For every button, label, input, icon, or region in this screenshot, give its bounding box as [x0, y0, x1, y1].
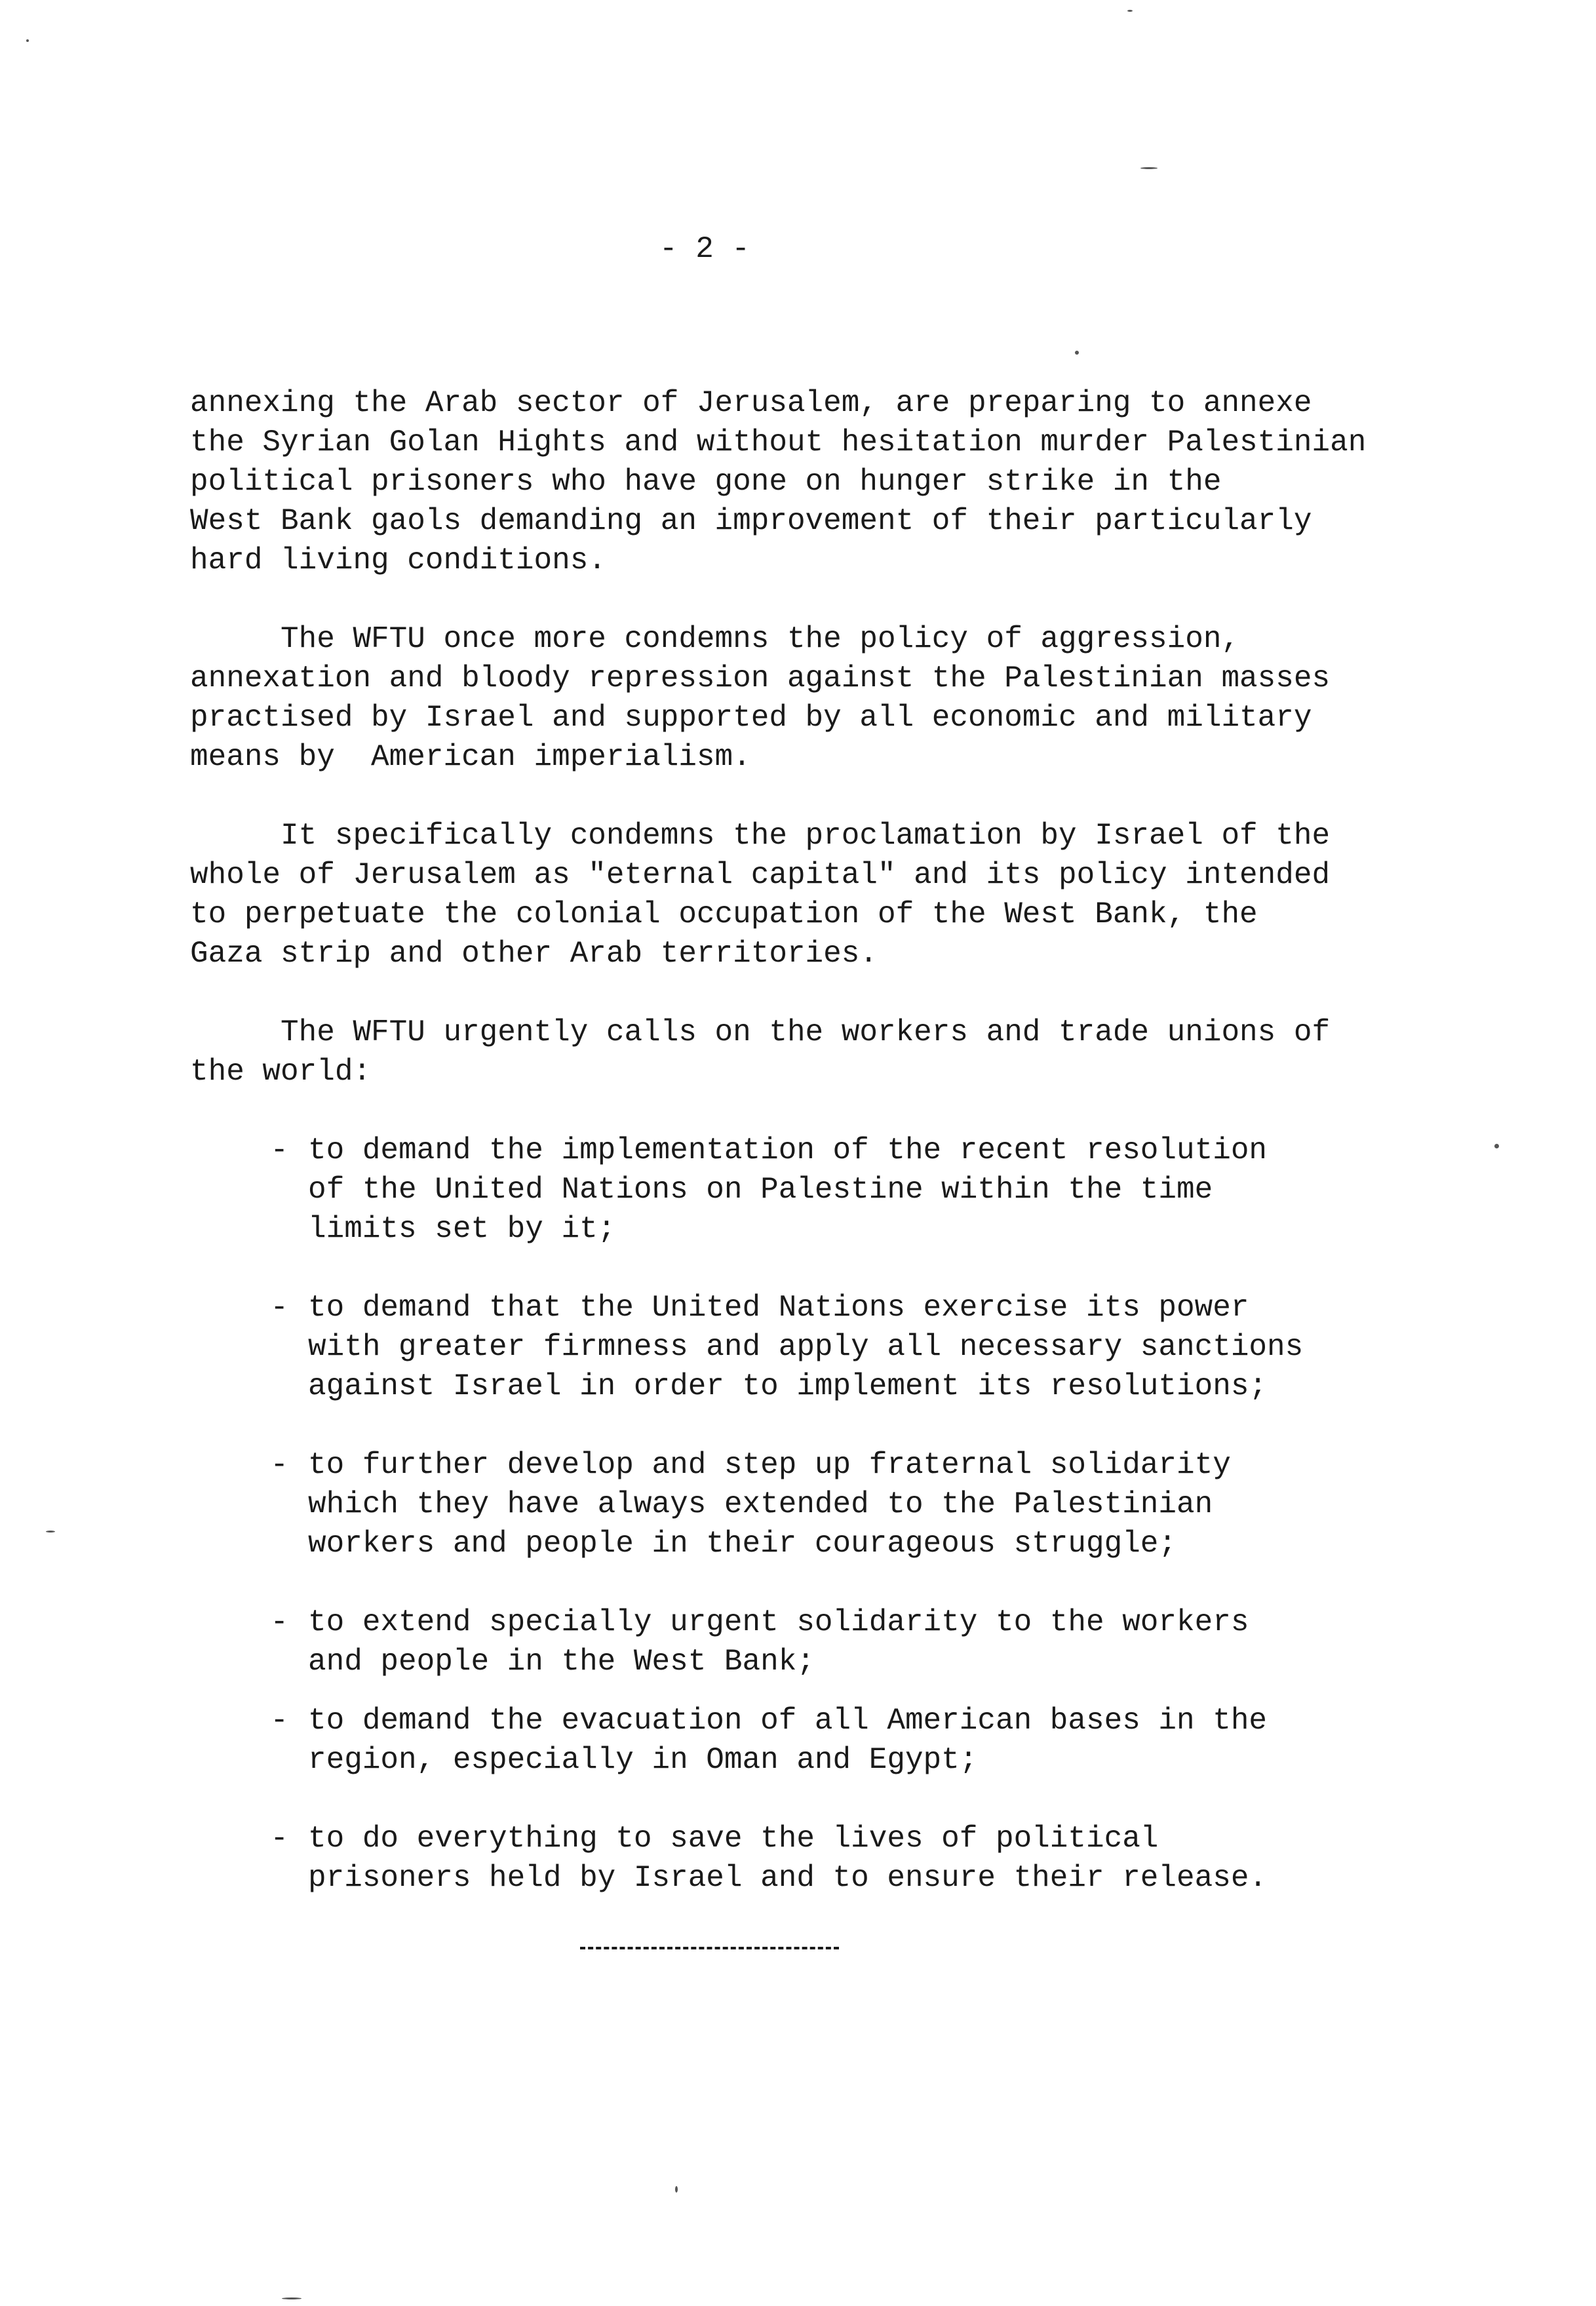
list-item-text: to demand the implementation of the recent resolution of the United Nations on Palestine within the time limits set by it;: [308, 1133, 1268, 1246]
paragraph-1: annexing the Arab sector of Jerusalem, are preparing to annexe the Syrian Golan Hights and without hesitation murder Palestinian political prisoners who have gone on hunger strike in the West Bank gaols demanding an improvement of their particularly hard living conditions.: [190, 386, 1367, 577]
scan-speck: [675, 2186, 678, 2193]
list-item: [190, 1131, 1488, 1249]
scan-speck: [282, 2297, 302, 2299]
paragraph-2: The WFTU once more condemns the policy of aggression, annexation and bloody repression against the Palestinian masses practised by Israel and supported by all economic and military means by American imperialism.: [190, 622, 1331, 774]
list-dash: -: [270, 1448, 288, 1482]
list-item: [190, 1288, 1488, 1406]
list-item: [190, 1819, 1488, 1898]
list-dash: -: [270, 1704, 288, 1738]
scan-speck: [1127, 10, 1133, 12]
demands-list: [190, 1131, 1488, 1898]
paragraph-3: It specifically condemns the proclamation by Israel of the whole of Jerusalem as "eternal capital" and its policy intended to perpetuate the colonial occupation of the West Bank, the Gaza strip and other Arab territories.: [190, 819, 1331, 971]
document-body: [190, 383, 1488, 1937]
scan-speck: [1075, 351, 1079, 355]
list-dash: -: [270, 1291, 288, 1325]
list-item-text: to do everything to save the lives of political prisoners held by Israel and to ensure their release.: [308, 1822, 1268, 1895]
list-item-text: to demand that the United Nations exercise its power with greater firmness and apply all necessary sanctions against Israel in order to implement its resolutions;: [308, 1291, 1304, 1403]
list-item: [190, 1603, 1488, 1681]
list-item: [190, 1701, 1488, 1780]
end-rule: [580, 1947, 839, 1949]
page-number: - 2 -: [659, 232, 750, 266]
list-dash: -: [270, 1133, 288, 1167]
list-item-text: to extend specially urgent solidarity to the workers and people in the West Bank;: [308, 1605, 1249, 1679]
scan-speck: [1140, 167, 1158, 169]
paragraph-4: The WFTU urgently calls on the workers and trade unions of the world:: [190, 1015, 1331, 1089]
scan-speck: [46, 1531, 55, 1533]
list-dash: -: [270, 1822, 288, 1856]
list-item: [190, 1445, 1488, 1563]
list-item-text: to further develop and step up fraternal solidarity which they have always extended to the Palestinian workers and people in their courageous struggle;: [308, 1448, 1231, 1561]
scan-speck: [1494, 1144, 1499, 1148]
scan-speck: [26, 39, 29, 42]
list-dash: -: [270, 1605, 288, 1639]
list-item-text: to demand the evacuation of all American bases in the region, especially in Oman and Egypt;: [308, 1704, 1268, 1777]
